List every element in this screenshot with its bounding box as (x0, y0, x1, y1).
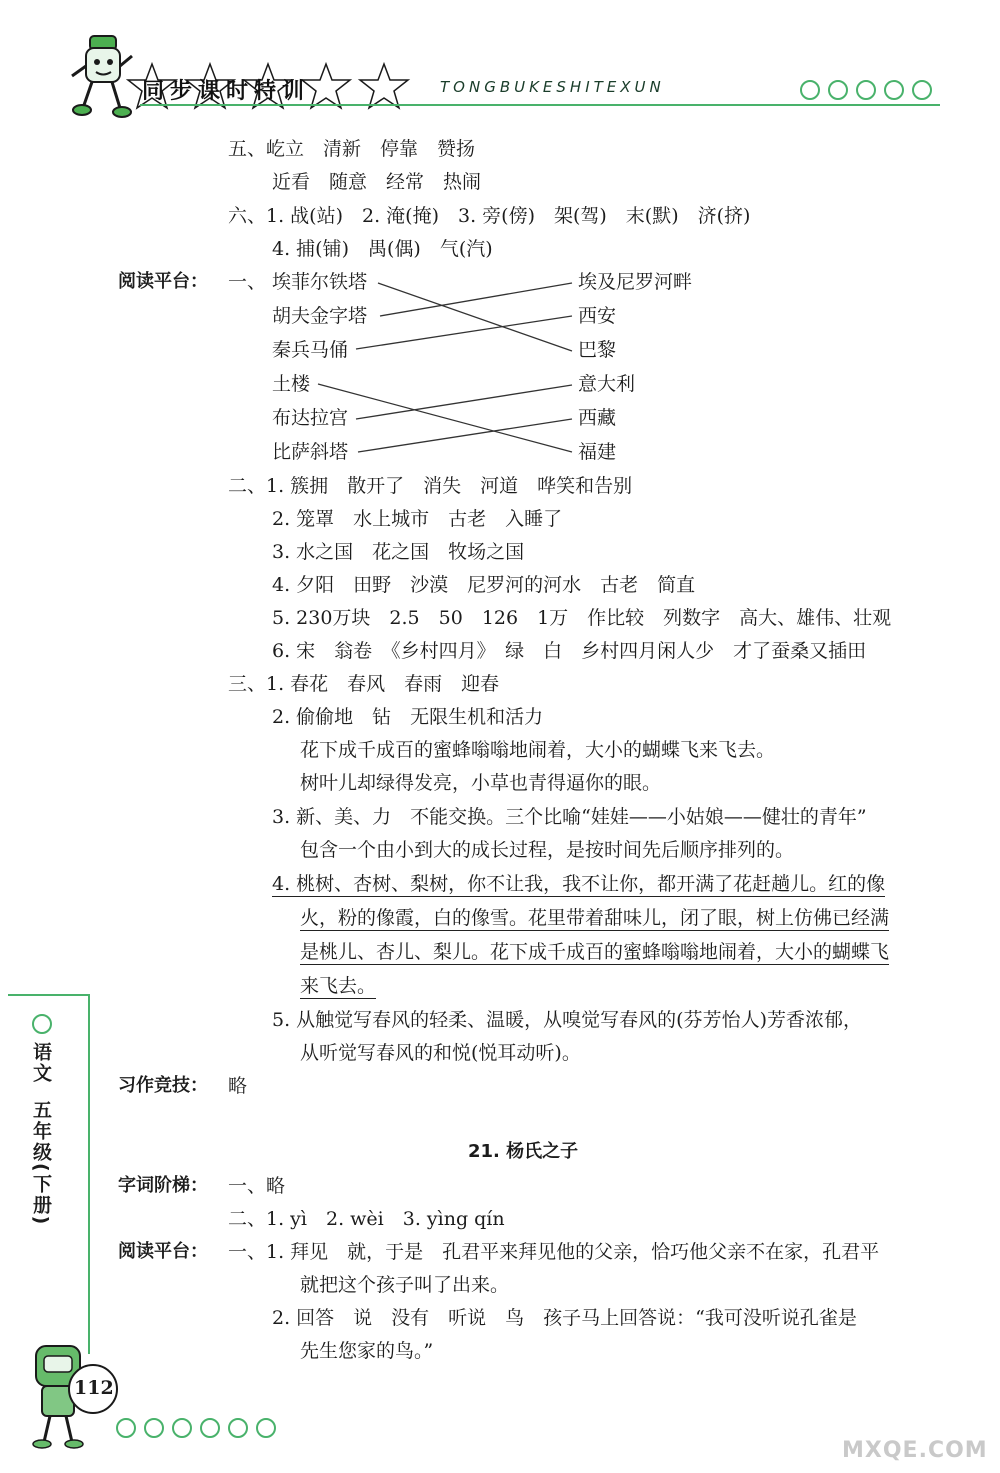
footer-circle (256, 1418, 276, 1438)
match-right-item: 巴黎 (578, 339, 617, 361)
footer-circle (144, 1418, 164, 1438)
footer-circle (228, 1418, 248, 1438)
text-line: 一、略 (228, 1175, 286, 1197)
text-line: 三、1. 春花 春风 春雨 迎春 (228, 673, 500, 695)
match-right-item: 西藏 (578, 407, 617, 429)
section-label: 习作竞技： (118, 1075, 208, 1096)
match-left-item: 胡夫金字塔 (272, 305, 368, 327)
match-lines (0, 0, 1000, 480)
sidebar-subject: 语文 (30, 1042, 52, 1084)
text-line: 花下成千成百的蜜蜂嗡嗡地闹着，大小的蝴蝶飞来飞去。 (300, 739, 776, 761)
text-line: 3. 水之国 花之国 牧场之国 (272, 541, 525, 563)
watermark: MXQE.COM (842, 1438, 988, 1463)
footer-circle (116, 1418, 136, 1438)
section-label: 阅读平台： (118, 271, 208, 292)
text-line: 5. 230万块 2.5 50 126 1万 作比较 列数字 高大、雄伟、壮观 (272, 607, 892, 629)
text-line: 树叶儿却绿得发亮，小草也青得逼你的眼。 (300, 772, 662, 794)
match-left-item: 布达拉宫 (272, 407, 349, 429)
text-line: 就把这个孩子叫了出来。 (300, 1274, 510, 1296)
text-line: 5. 从触觉写春风的轻柔、温暖，从嗅觉写春风的(芬芳怡人)芳香浓郁， (272, 1009, 862, 1031)
match-left-item: 秦兵马俑 (272, 339, 349, 361)
text-line: 4. 捕(铺) 禺(偶) 气(汽) (272, 238, 493, 260)
footer-circle (172, 1418, 192, 1438)
match-right-item: 西安 (578, 305, 617, 327)
underlined-line (272, 871, 885, 897)
underlined-line (300, 905, 889, 931)
sidebar-rule-top (8, 994, 90, 996)
match-right-item: 意大利 (578, 373, 636, 395)
text-line: 2. 回答 说 没有 听说 鸟 孩子马上回答说：“我可没听说孔雀是 (272, 1307, 857, 1329)
sidebar-circle (32, 1014, 52, 1034)
text-line: 3. 新、美、力 不能交换。三个比喻“娃娃——小姑娘——健壮的青年” (272, 806, 867, 828)
match-left-item: 埃菲尔铁塔 (272, 271, 368, 293)
text-line: 一、 (228, 271, 267, 293)
text-line: 二、1. yì 2. wèi 3. yìng qín (228, 1208, 505, 1230)
text-line: 近看 随意 经常 热闹 (272, 171, 482, 193)
header-title: 同步课时特训 (142, 79, 311, 104)
match-left-item: 比萨斜塔 (272, 441, 349, 463)
match-right-item: 福建 (578, 441, 617, 463)
text-line: 先生您家的鸟。” (300, 1340, 434, 1362)
text-line: 一、1. 拜见 就，于是 孔君平来拜见他的父亲，恰巧他父亲不在家，孔君平 (228, 1241, 880, 1263)
text-line: 来飞去。 (300, 975, 377, 997)
sidebar-rule-vertical (88, 994, 90, 1354)
match-right-item: 埃及尼罗河畔 (578, 271, 693, 293)
page-number: 112 (74, 1377, 114, 1399)
text-line: 二、1. 簇拥 散开了 消失 河道 哗笑和告别 (228, 475, 633, 497)
text-line: 4. 夕阳 田野 沙漠 尼罗河的河水 古老 简直 (272, 574, 696, 596)
text-line: 五、屹立 清新 停靠 赞扬 (228, 138, 476, 160)
sidebar-grade: 五年级(下册) (30, 1100, 52, 1227)
header-pinyin: TONGBUKESHITEXUN (440, 78, 665, 96)
text-line: 略 (228, 1075, 248, 1097)
underlined-line (300, 973, 376, 999)
footer-circle (200, 1418, 220, 1438)
text-line: 2. 笼罩 水上城市 古老 入睡了 (272, 508, 563, 530)
section-label: 阅读平台： (118, 1241, 208, 1262)
text-line: 是桃儿、杏儿、梨儿。花下成千成百的蜜蜂嗡嗡地闹着，大小的蝴蝶飞 (300, 941, 890, 963)
text-line: 4. 桃树、杏树、梨树，你不让我，我不让你，都开满了花赶趟儿。红的像 (272, 873, 886, 895)
underlined-line (300, 939, 889, 965)
text-line: 六、1. 战(站) 2. 淹(掩) 3. 旁(傍) 架(驾) 末(默) 济(挤) (228, 205, 751, 227)
text-line: 包含一个由小到大的成长过程，是按时间先后顺序排列的。 (300, 839, 795, 861)
lesson-title: 21. 杨氏之子 (468, 1141, 579, 1162)
text-line: 从听觉写春风的和悦(悦耳动听)。 (300, 1042, 581, 1064)
text-line: 6. 宋 翁卷 《乡村四月》 绿 白 乡村四月闲人少 才了蚕桑又插田 (272, 640, 867, 662)
match-left-item: 土楼 (272, 373, 311, 395)
text-line: 2. 偷偷地 钻 无限生机和活力 (272, 706, 544, 728)
text-line: 火，粉的像霞，白的像雪。花里带着甜味儿，闭了眼，树上仿佛已经满 (300, 907, 890, 929)
section-label: 字词阶梯： (118, 1175, 208, 1196)
